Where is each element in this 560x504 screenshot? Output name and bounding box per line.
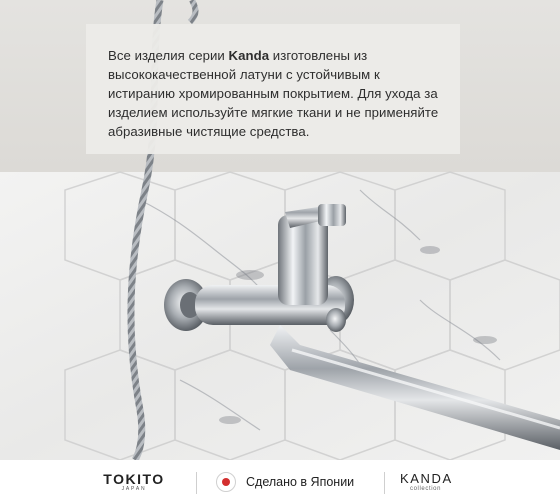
- caption-text-before: Все изделия серии: [108, 48, 229, 63]
- caption-brand: Kanda: [228, 48, 270, 63]
- tokito-logo-text: TOKITO: [103, 471, 165, 487]
- tokito-logo: [92, 472, 176, 492]
- made-in-label: [216, 472, 354, 492]
- kanda-logo-sub: collection: [410, 486, 442, 492]
- footer-divider: [196, 472, 197, 494]
- info-caption: [86, 24, 460, 154]
- japan-flag-icon: [216, 472, 236, 492]
- caption-text: [108, 46, 440, 141]
- footer-bar: [0, 460, 560, 504]
- kanda-logo: [400, 472, 453, 493]
- made-in-text: Сделано в Японии: [246, 475, 355, 489]
- tokito-logo-sub: JAPAN: [121, 486, 147, 492]
- kanda-logo-text: KANDA: [400, 471, 453, 486]
- caption-text-after: изготовлены из высококачественной латуни с устойчивым к истиранию хромированным покрытием. Для ухода за изделием используйте мягкие ткани и не применяйте абразивные чистящие средства.: [108, 48, 439, 139]
- footer-divider: [384, 472, 385, 494]
